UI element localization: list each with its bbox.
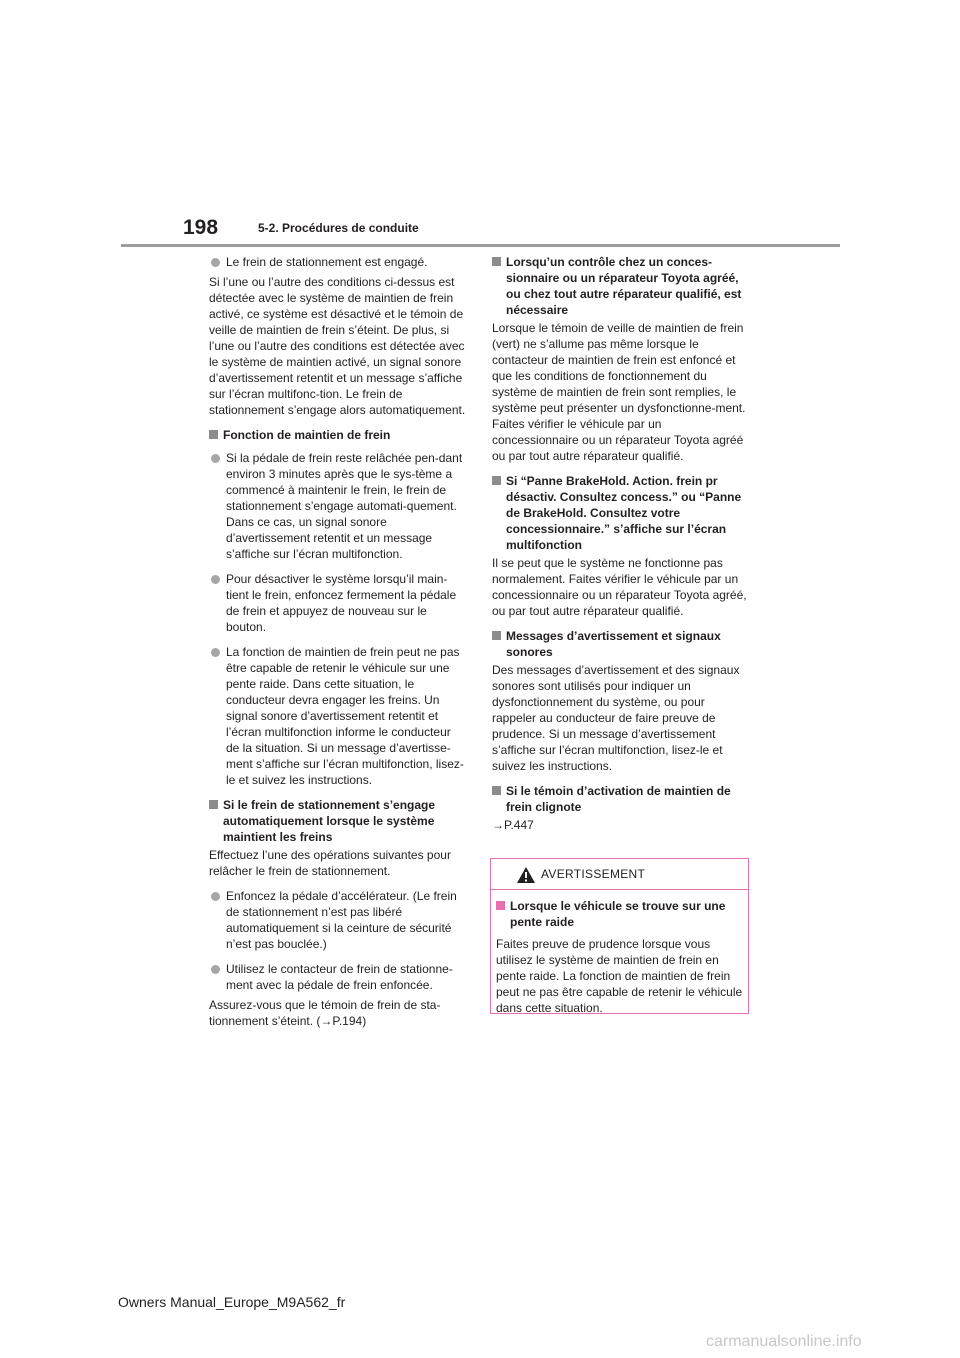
paragraph: Si l’une ou l’autre des conditions ci-dessus est détectée avec le système de maintien de frein activé, ce système est désactivé et le témoin de veille de maintien de frein s’éteint. De plus, si l’une ou l’autre des conditions est détectée avec le système de maintien activé, un signal sonore d’avertissement retentit et un message s’affiche sur l’écran multifonc-tion. Le frein de stationnement s’engage alors automatiquement. (209, 275, 466, 417)
footer-text: Owners Manual_Europe_M9A562_fr (118, 1294, 346, 1310)
chapter-title: 5-2. Procédures de conduite (258, 221, 419, 235)
bullet-item (209, 450, 467, 562)
bullet-item (209, 571, 467, 635)
section-square-icon (496, 901, 505, 910)
section-heading (492, 254, 750, 318)
section-square-icon (209, 430, 218, 439)
section-heading (209, 797, 467, 845)
bullet-text: Pour désactiver le système lorsqu’il main-tient le frein, enfoncez fermement la pédale de frein et appuyez de nouveau sur le bouton. (226, 572, 457, 634)
section-heading (492, 628, 750, 660)
bullet-dot-icon (211, 892, 220, 901)
section-square-icon (492, 476, 501, 485)
bullet-item (209, 888, 467, 952)
section-heading (492, 473, 750, 553)
paragraph: Il se peut que le système ne fonctionne pas normalement. Faites vérifier le véhicule par un concessionnaire ou un réparateur Toyota agréé, ou par tout autre réparateur qualifié. (492, 556, 747, 618)
page-number: 198 (183, 216, 219, 239)
warning-text: Faites preuve de prudence lorsque vous utilisez le système de maintien de frein en pente raide. La fonction de maintien de frein peut ne pas être capable de retenir le véhicule dans cette situation. (496, 937, 743, 1015)
warning-heading (496, 898, 743, 930)
paragraph: Effectuez l’une des opérations suivantes pour relâcher le frein de stationnement. (209, 848, 451, 878)
bullet-dot-icon (211, 258, 220, 267)
section-heading (492, 783, 750, 815)
bullet-text: Enfoncez la pédale d’accélérateur. (Le frein de stationnement n’est pas libéré automatiquement si la ceinture de sécurité n’est pas bouclée.) (226, 889, 457, 951)
section-square-icon (209, 800, 218, 809)
bullet-text: Si la pédale de frein reste relâchée pen-dant environ 3 minutes après que le sys-tème a commencé à maintenir le frein, le frein de stationnement s’engage automati-quement. Dans ce cas, un signal sonore d’avertissement retentit et un message s’affiche sur l’écran multifonction. (226, 451, 463, 561)
bullet-text: Le frein de stationnement est engagé. (226, 255, 428, 269)
header-divider (121, 244, 840, 247)
warning-triangle-icon (516, 866, 536, 884)
bullet-item (209, 961, 467, 993)
section-square-icon (492, 786, 501, 795)
warning-title: AVERTISSEMENT (541, 867, 646, 881)
section-heading-text: Messages d’avertissement et signaux sonores (506, 629, 721, 659)
page-reference: →P.447 (492, 818, 534, 832)
bullet-dot-icon (211, 454, 220, 463)
bullet-text: Utilisez le contacteur de frein de stationne-ment avec la pédale de frein enfoncée. (226, 962, 453, 992)
section-square-icon (492, 631, 501, 640)
section-heading-text: Si le frein de stationnement s’engage automatiquement lorsque le système maintient les freins (223, 798, 436, 844)
watermark: carmanualsonline.info (706, 1333, 862, 1350)
bullet-item (209, 254, 467, 270)
section-heading-text: Si le témoin d’activation de maintien de frein clignote (506, 784, 731, 814)
section-heading (209, 427, 467, 443)
section-heading-text: Lorsqu’un contrôle chez un conces-sionnaire ou un réparateur Toyota agréé, ou chez tout autre réparateur qualifié, est nécessaire (506, 255, 742, 317)
section-square-icon (492, 257, 501, 266)
paragraph: Lorsque le témoin de veille de maintien de frein (vert) ne s’allume pas même lorsque le contacteur de maintien de frein est enfoncé et que les conditions de fonctionnement du système de maintien de frein sont remplies, le système peut présenter un dysfonctionne-ment. Faites vérifier le véhicule par un concessionnaire ou un réparateur Toyota agréé ou par tout autre réparateur qualifié. (492, 321, 746, 463)
section-heading-text: Fonction de maintien de frein (223, 428, 391, 442)
paragraph: Des messages d’avertissement et des signaux sonores sont utilisés pour indiquer un dysfonctionnement du système, ou pour rappeler au conducteur de faire preuve de prudence. Si un message d’avertissement s’affiche sur l’écran multifonction, lisez-le et suivez les instructions. (492, 663, 740, 773)
bullet-dot-icon (211, 575, 220, 584)
bullet-dot-icon (211, 965, 220, 974)
warning-heading-text: Lorsque le véhicule se trouve sur une pente raide (510, 899, 726, 929)
bullet-text: La fonction de maintien de frein peut ne pas être capable de retenir le véhicule sur une pente raide. Dans cette situation, le conducteur devra engager les freins. Un signal sonore d’avertissement retentit et l’écran multifonction informe le conducteur de la situation. Si un message d’avertisse-ment s’affiche sur l’écran multifonction, lisez-le et suivez les instructions. (226, 645, 464, 787)
right-column (492, 254, 750, 837)
warning-header (491, 859, 748, 890)
warning-body (491, 890, 748, 1016)
bullet-item (209, 644, 467, 788)
warning-box (490, 858, 749, 1014)
section-heading-text: Si “Panne BrakeHold. Action. frein pr désactiv. Consultez concess.” ou “Panne de BrakeHold. Consultez votre concessionnaire.” s’affiche sur l’écran multifonction (506, 474, 742, 552)
paragraph: Assurez-vous que le témoin de frein de sta-tionnement s’éteint. (→P.194) (209, 998, 441, 1028)
left-column (209, 254, 467, 1033)
bullet-dot-icon (211, 648, 220, 657)
